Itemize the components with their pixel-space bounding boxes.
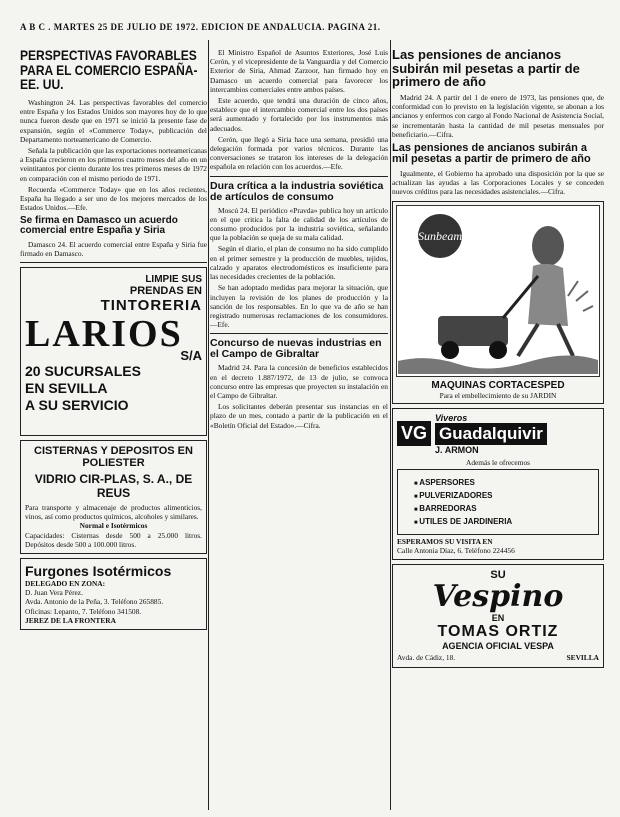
- paragraph: Washington 24. Las perspectivas favorables del comercio entre España y los Estados Unidos son mayores hoy de lo que nunca fueron desde que en 1971 se inició la presente fase de expansión, según el «Commerce Today», publicación del Departamento norteamericano de Comercio.: [20, 98, 207, 144]
- ad-text: MAQUINAS CORTACESPED: [431, 379, 565, 391]
- page-header: A B C . MARTES 25 DE JULIO DE 1972. EDICION DE ANDALUCIA. PAGINA 21.: [20, 22, 381, 32]
- paragraph: Igualmente, el Gobierno ha aprobado una disposición por la que se actualizan las ayudas a las Corporaciones Locales y se conceden nuevos créditos para las necesidades asistenciales.—Cifra.: [392, 169, 604, 197]
- ad-text: Calle Antonia Díaz, 6. Teléfono 224456: [397, 546, 515, 556]
- paragraph: Cerón, que llegó a Siria hace una semana, presidió una delegación formada por varios técnicos. Durante las conversaciones se trataron los intereses de la delegación española en relación con los acuerdos.—Efe.: [210, 134, 388, 172]
- paragraph: Recuerda «Commerce Today» que en los años recientes, España ha llegado a ser uno de los mejores mercados de los Estados Unidos.—Efe.: [20, 184, 207, 213]
- guadalquivir-logo: Guadalquivir: [435, 423, 547, 445]
- address-row: [397, 653, 599, 662]
- ad-text: S/A: [180, 347, 202, 363]
- article-damasco-cont: [210, 48, 388, 172]
- article-campo-gibraltar: [210, 363, 388, 429]
- ad-text: TOMAS ORTIZ: [437, 623, 559, 641]
- ad-text: SEVILLA: [566, 653, 599, 663]
- ad-viveros-guadalquivir: [392, 408, 604, 561]
- paragraph: Este acuerdo, que tendrá una duración de cinco años, establece que el intercambio comercial entre los dos países será aumentado y fortalecido por los instrumentos más adecuados.: [210, 96, 388, 133]
- ad-tintoreria-larios: [20, 267, 207, 436]
- ad-text: TINTORERIA: [100, 296, 202, 314]
- article-pensiones: [392, 93, 604, 139]
- article-perspectivas: [20, 98, 207, 212]
- paragraph: Damasco 24. El acuerdo comercial entre España y Siria fue firmado en Damasco.: [20, 239, 207, 258]
- paragraph: Se han adoptado medidas para mejorar la situación, que incluyen la revisión de los planes de producción y la sanción de los responsables. En lo que va de año se han registrado numerosas reclamaciones de los consumidores.—Efe.: [210, 283, 388, 330]
- paragraph: Madrid 24. A partir del 1 de enero de 1973, las pensiones que, de conformidad con lo previsto en la legislación vigente, se abonan a los ancianos y enfermos con cargo al Fondo Nacional de Asistencia Social, se incrementarán hasta la cantidad de mil pesetas mensuales por beneficiario.—Cifra.: [392, 92, 604, 139]
- paragraph: Señala la publicación que las exportaciones norteamericanas a España crecieron en los primeros cuatro meses del año en un veintitantos por ciento durante los tres primeros meses de 1972 en comparación con el mismo periodo de 1971.: [20, 146, 207, 183]
- ad-text: JEREZ DE LA FRONTERA: [25, 615, 116, 625]
- headline-pensiones-repeat: Las pensiones de ancianos subirán a mil pesetas a partir de primero de año: [392, 141, 591, 166]
- paragraph: Los solicitantes deberán presentar sus instancias en el plazo de un mes, contado a partir de la publicación en el «Boletín Oficial del Estado».—Cifra.: [210, 402, 388, 430]
- ad-text: 20 SUCURSALES: [25, 362, 141, 379]
- product-list: [397, 469, 599, 535]
- ad-text: Avda. de Cádiz, 18.: [397, 653, 456, 663]
- column-2: [210, 40, 388, 432]
- sunbeam-logo: Sunbeam: [418, 228, 462, 243]
- ad-text: LIMPIE SUS: [145, 273, 202, 285]
- ad-text: EN SEVILLA: [25, 379, 108, 396]
- ad-furgones: [20, 558, 207, 630]
- column-3: [392, 40, 604, 672]
- column-divider: [208, 40, 209, 810]
- article-pensiones-2: [392, 169, 604, 197]
- viveros-logo: [397, 413, 599, 455]
- list-item: ■ BARREDORAS: [414, 504, 582, 513]
- ad-text: Viveros: [435, 412, 468, 423]
- article-damasco: [20, 240, 207, 258]
- ad-text: Oficinas: Lepanto, 7. Teléfono 341508.: [25, 606, 142, 616]
- ad-text: Furgones Isotérmicos: [25, 562, 172, 579]
- paragraph: El Ministro Español de Asuntos Exteriores, José Luis Cerón, y el vicepresidente de la Vanguardia y del Comercio Exterior de Siria, Ahmad Zarzoor, han firmado hoy en Damasco un acuerdo comercial para favorecer los intercambios comerciales entre ambos países.: [210, 48, 388, 94]
- divider: [210, 176, 388, 177]
- ad-text: CISTERNAS Y DEPOSITOS EN POLIESTER: [34, 444, 193, 469]
- list-item: ■ UTILES DE JARDINERIA: [414, 517, 582, 526]
- headline-campo-gibraltar: Concurso de nuevas industrias en el Campo de Gibraltar: [210, 337, 382, 361]
- ad-text: D. Juan Vera Pérez.: [25, 588, 83, 598]
- headline-damasco: Se firma en Damasco un acuerdo comercial entre España y Siria: [20, 214, 178, 236]
- column-divider: [390, 40, 391, 810]
- paragraph: Según el diario, el plan de consumo no ha sido cumplido en el primer semestre y la producción de muebles, tejidos, calzado y aparatos electrodomésticos es insuficiente para las necesidades crecientes de la población.: [210, 244, 388, 282]
- ad-text: ESPERAMOS SU VISITA EN: [397, 537, 493, 547]
- ad-text: A SU SERVICIO: [25, 396, 129, 413]
- lawnmower-illustration: [396, 205, 600, 377]
- viveros-brand: [435, 413, 547, 455]
- ad-text: DELEGADO EN ZONA:: [25, 578, 106, 588]
- ad-text: Avda. Antonio de la Peña, 3. Teléfono 265885.: [25, 597, 164, 607]
- lawnmower-drawing: [398, 206, 598, 374]
- ad-text: EN: [491, 613, 505, 624]
- ad-text: PRENDAS EN: [129, 284, 202, 297]
- ad-text: Capacidades: Cisternas desde 500 a 25.000 litros. Depósitos desde 500 a 100.000 litros.: [25, 530, 202, 549]
- vg-monogram: VG: [397, 421, 431, 446]
- list-item: ■ ASPERSORES: [414, 478, 582, 487]
- ad-cisternas: [20, 440, 207, 554]
- ad-text: J. ARMON: [435, 444, 479, 455]
- paragraph: Moscú 24. El periódico «Pravda» publica hoy un artículo en el que critica la falta de calidad de los artículos de consumo producidos por la industria soviética, señalando que la población se queja de su mala calidad.: [210, 205, 388, 243]
- ad-sunbeam: [392, 201, 604, 404]
- larios-logo: LARIOS: [25, 312, 183, 355]
- headline-perspectivas: PERSPECTIVAS FAVORABLES PARA EL COMERCIO ESPAÑA-EE. UU.: [20, 47, 198, 93]
- list-item: ■ PULVERIZADORES: [414, 491, 582, 500]
- headline-industria-sovietica: Dura crítica a la industria soviética de artículos de consumo: [210, 179, 384, 203]
- vespino-logo: Vespino: [432, 579, 564, 615]
- ad-text: Para el embellecimiento de su JARDIN: [439, 390, 557, 400]
- ad-text: Para transporte y almacenaje de productos alimenticios, vinos, así como productos químicos, alcoholes y similares.: [25, 502, 202, 522]
- divider: [20, 262, 207, 263]
- ad-text: SU: [490, 569, 506, 582]
- divider: [210, 333, 388, 334]
- article-industria-sovietica: [210, 206, 388, 330]
- ad-text: VIDRIO CIR-PLAS, S. A., DE REUS: [34, 471, 193, 500]
- paragraph: Madrid 24. Para la concesión de beneficios establecidos en el decreto 1.887/1972, de 13 de julio, se convoca concurso entre las empresas que proyecten su instalación en el Campo de Gibraltar.: [210, 363, 388, 400]
- ad-vespino: [392, 564, 604, 667]
- column-1: [20, 40, 207, 634]
- headline-pensiones: Las pensiones de ancianos subirán mil pesetas a partir de primero de año: [392, 47, 580, 90]
- ad-text: Además le ofrecemos: [465, 457, 531, 467]
- ad-text: AGENCIA OFICIAL VESPA: [442, 641, 554, 652]
- ad-text: Normal e Isotérmicos: [79, 521, 148, 531]
